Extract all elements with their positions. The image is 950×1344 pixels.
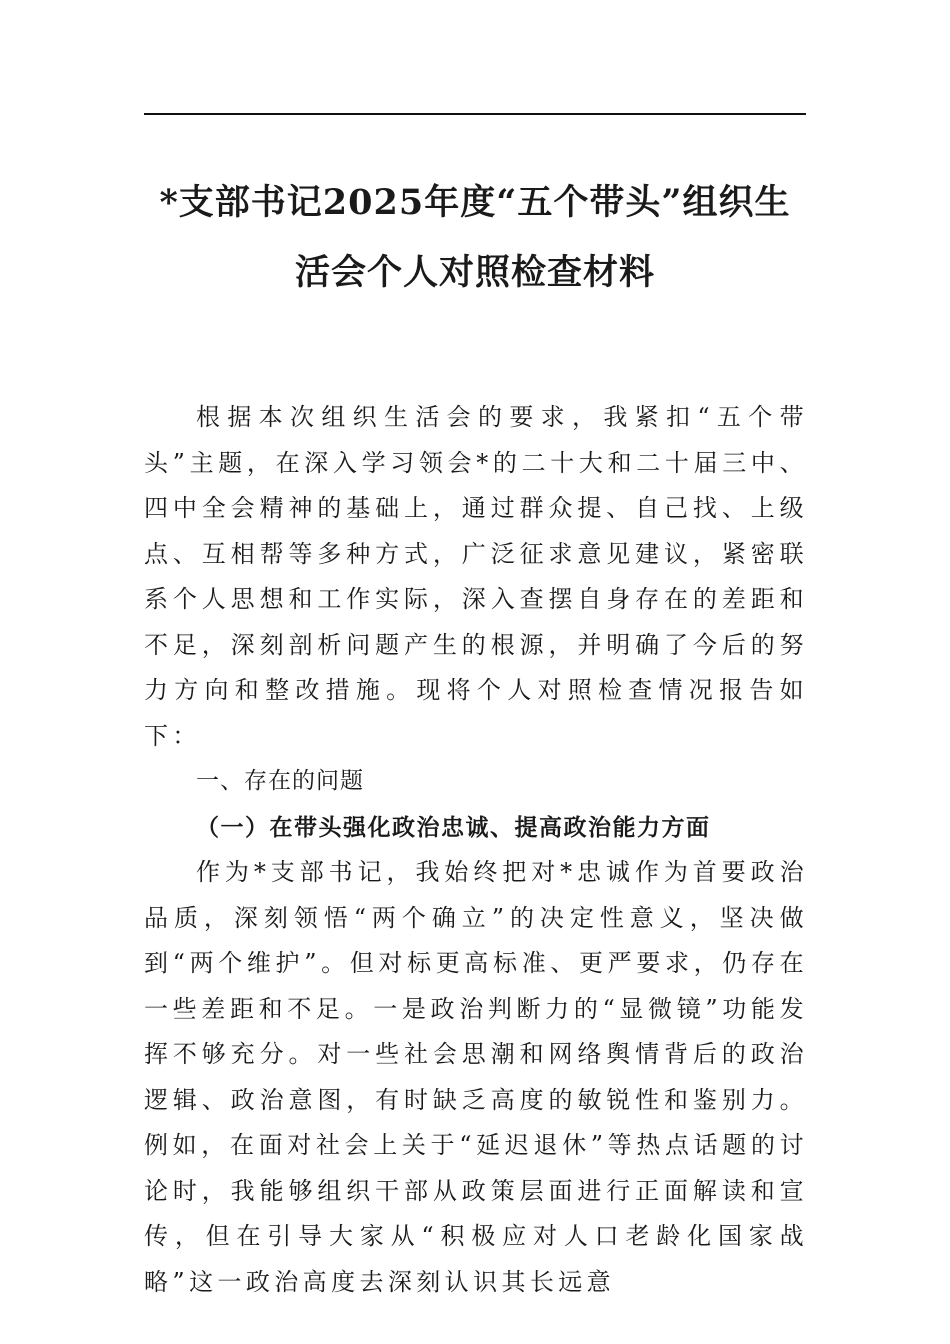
subsection-heading-political-loyalty: （一）在带头强化政治忠诚、提高政治能力方面: [196, 813, 711, 841]
title-line-1: *支部书记2025年度“五个带头”组织生: [159, 182, 791, 223]
intro-paragraph: 根据本次组织生活会的要求，我紧扣“五个带头”主题，在深入学习领会*的二十大和二十届三中、四中全会精神的基础上，通过群众提、自己找、上级点、互相帮等多种方式，广泛征求意见建议，紧密联系个人思想和工作实际，深入查摆自身存在的差距和不足，深刻剖析问题产生的根源，并明确了今后的努力方向和整改措施。现将个人对照检查情况报告如下：: [144, 403, 808, 750]
document-body: [144, 395, 808, 1305]
document-title: [144, 168, 806, 308]
header-rule: [144, 113, 806, 115]
section-heading-problems: 一、存在的问题: [196, 768, 364, 794]
subsection-body-political-loyalty: 作为*支部书记，我始终把对*忠诚作为首要政治品质，深刻领悟“两个确立”的决定性意义，坚决做到“两个维护”。但对标更高标准、更严要求，仍存在一些差距和不足。一是政治判断力的“显微镜”功能发挥不够充分。对一些社会思潮和网络舆情背后的政治逻辑、政治意图，有时缺乏高度的敏锐性和鉴别力。例如，在面对社会上关于“延迟退休”等热点话题的讨论时，我能够组织干部从政策层面进行正面解读和宣传，但在引导大家从“积极应对人口老龄化国家战略”这一政治高度去深刻认识其长远意: [144, 858, 808, 1296]
title-line-2: 活会个人对照检查材料: [294, 252, 655, 293]
